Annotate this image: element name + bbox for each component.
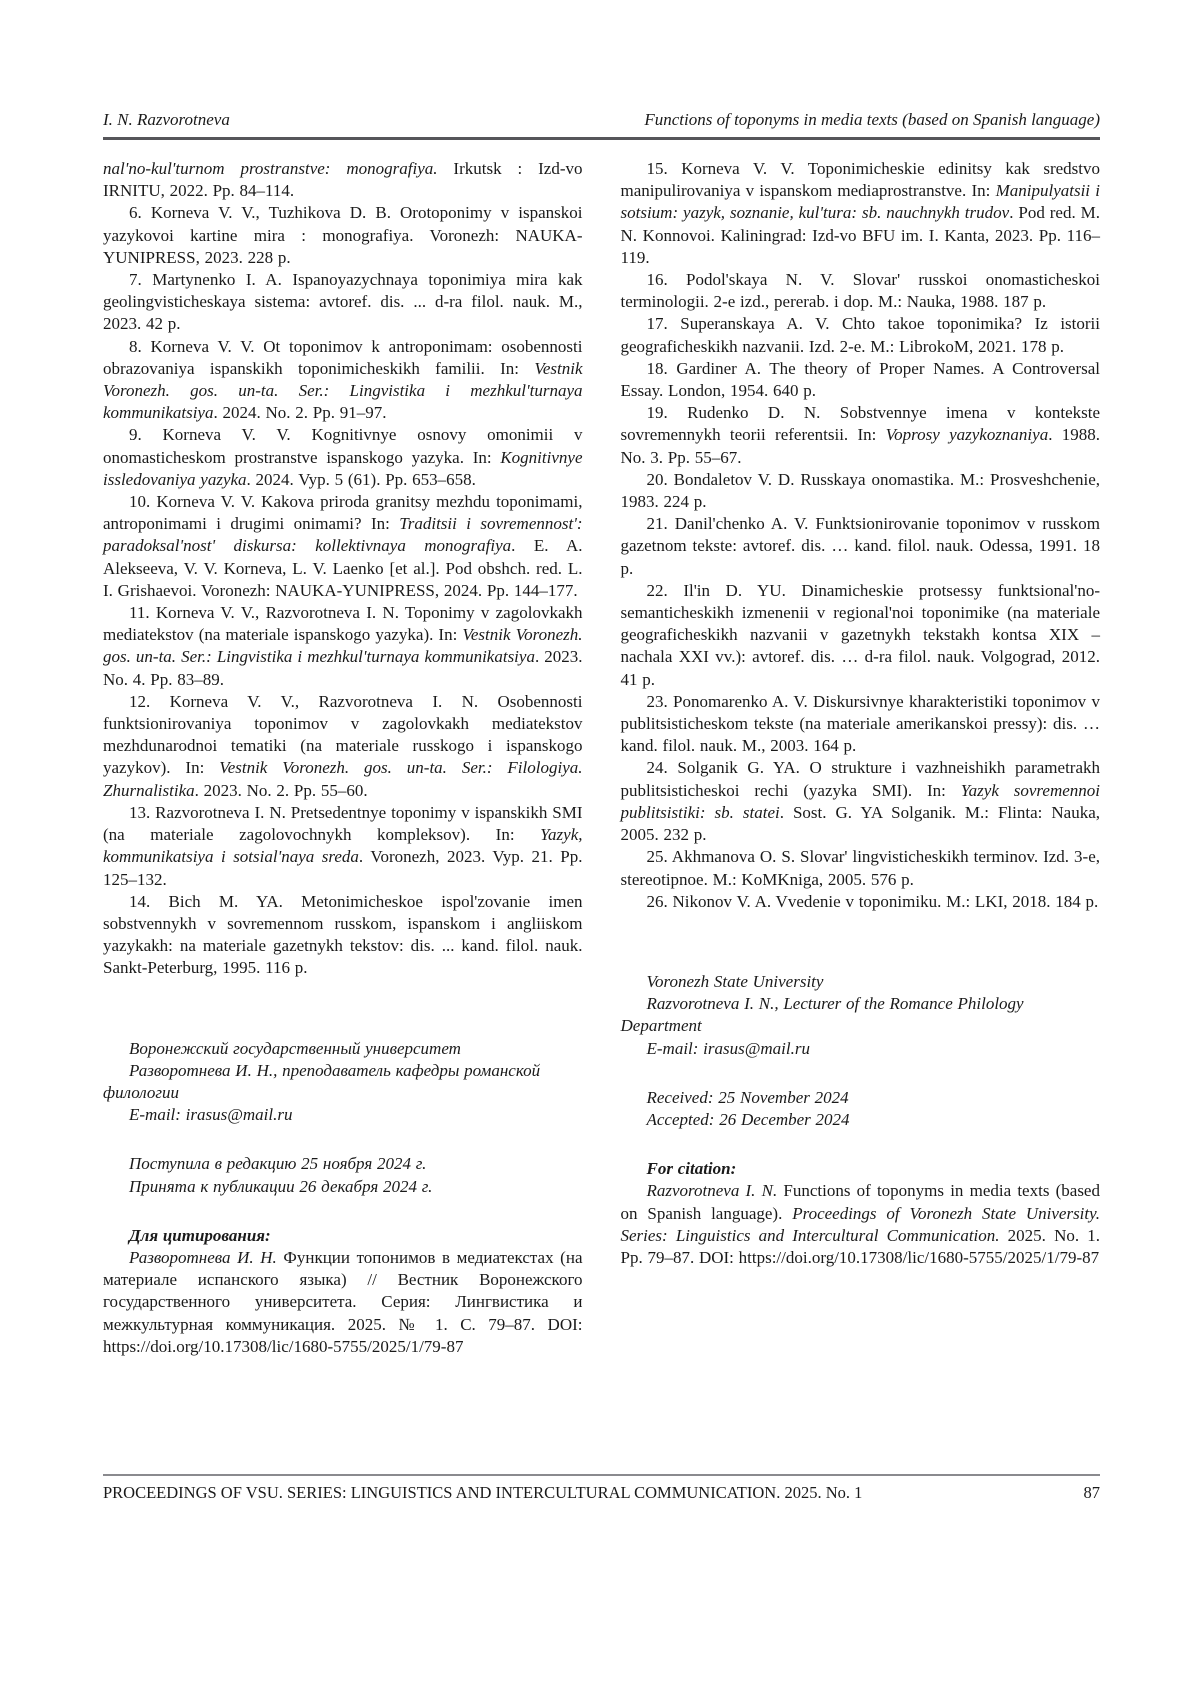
two-column-body <box>103 158 1100 1358</box>
reference-item: 10. Korneva V. V. Kakova priroda granitsy mezhdu toponimami, antroponimami i drugimi onimami? In: Traditsii i sovremennost': paradoksal'nost' diskursa: kollektivnaya monografiya. E. A. Alekseeva, V. V. Korneva, L. V. Laenko [et al.]. Pod obshch. red. L. I. Grishaevoi. Voronezh: NAUKA-YUNIPRESS, 2024. Pp. 144–177. <box>103 492 583 600</box>
date-line: Принята к публикации 26 декабря 2024 г. <box>129 1176 433 1196</box>
citation-text: Разворотнева И. Н. Функции топонимов в медиатекстах (на материале испанского языка) // Вестник Воронежского государственного университета. Серия: Лингвистика и межкультурная коммуникация. 2025. № 1. С. 79–87. DOI: https://doi.org/10.17308/lic/1680-5755/2025/1/79-87 <box>103 1247 583 1356</box>
affiliation-line: Разворотнева И. Н., преподаватель кафедры романской филологии <box>103 1060 541 1102</box>
reference-item: 15. Korneva V. V. Toponimicheskie edinitsy kak sredstvo manipulirovaniya v ispanskom mediaprostranstve. In: Manipulyatsii i sotsium: yazyk, soznanie, kul'tura: sb. nauchnykh trudov. Pod red. M. N. Konnovoi. Kaliningrad: Izd-vo BFU im. I. Kanta, 2023. Pp. 116–119. <box>620 159 1100 267</box>
running-header <box>103 110 1100 130</box>
right-column <box>621 158 1101 1358</box>
reference-item: 6. Korneva V. V., Tuzhikova D. B. Orotoponimy v ispanskoi yazykovoi kartine mira : monografiya. Voronezh: NAUKA-YUNIPRESS, 2023. 228 p. <box>103 203 583 267</box>
reference-item: 18. Gardiner A. The theory of Proper Names. A Controversal Essay. London, 1954. 640 p. <box>620 358 1100 401</box>
reference-item: 24. Solganik G. YA. O strukture i vazhneishikh parametrakh publitsisticheskoi rechi (yazyka SMI). In: Yazyk sovremennoi publitsistiki: sb. statei. Sost. G. YA Solganik. M.: Flinta: Nauka, 2005. 232 p. <box>620 758 1100 845</box>
affiliation-line: Razvorotneva I. N., Lecturer of the Romance Philology Department <box>620 994 1024 1036</box>
reference-item: 14. Bich M. YA. Metonimicheskoe ispol'zovanie imen sobstvennykh v sovremennom russkom, ispanskom i angliiskom yazykakh: na materiale gazetnykh tekstov: dis. ... kand. filol. nauk. Sankt-Peterburg, 1995. 116 p. <box>103 891 583 978</box>
running-header-author: I. N. Razvorotneva <box>103 110 230 129</box>
affiliation-line: Воронежский государственный университет <box>129 1038 461 1058</box>
reference-item: 25. Akhmanova O. S. Slovar' lingvisticheskikh terminov. Izd. 3-e, stereotipnoe. M.: KoMKniga, 2005. 576 p. <box>620 847 1100 889</box>
reference-item: 11. Korneva V. V., Razvorotneva I. N. Toponimy v zagolovkakh mediatekstov (na materiale ispanskogo yazyka). In: Vestnik Voronezh. gos. un-ta. Ser.: Lingvistika i mezhkul'turnaya kommunikatsiya. 2023. No. 4. Pp. 83–89. <box>103 603 583 689</box>
footer-rule <box>103 1474 1100 1476</box>
citation-text: Razvorotneva I. N. Functions of toponyms in media texts (based on Spanish language). Proceedings of Voronezh State University. Series: Linguistics and Intercultural Communication. 2025. No. 1. Pp. 79–87. DOI: https://doi.org/10.17308/lic/1680-5755/2025/1/79-87 <box>620 1181 1101 1267</box>
reference-item: 21. Danil'chenko A. V. Funktsionirovanie toponimov v russkom gazetnom tekste: avtoref. dis. … kand. filol. nauk. Odessa, 1991. 18 p. <box>620 514 1100 578</box>
citation-heading: For citation: <box>646 1159 737 1179</box>
reference-item: 16. Podol'skaya N. V. Slovar' russkoi onomasticheskoi terminologii. 2-e izd., pererab. i dop. M.: Nauka, 1988. 187 p. <box>620 270 1100 312</box>
reference-item: 13. Razvorotneva I. N. Pretsedentnye toponimy v ispanskikh SMI (na materiale zagolovochnykh kompleksov). In: Yazyk, kommunikatsiya i sotsial'naya sreda. Voronezh, 2023. Vyp. 21. Pp. 125–132. <box>103 802 583 889</box>
affiliation-line: Voronezh State University <box>646 971 824 991</box>
reference-item: 19. Rudenko D. N. Sobstvennye imena v kontekste sovremennykh teorii referentsii. In: Voprosy yazykoznaniya. 1988. No. 3. Pp. 55–67. <box>620 403 1100 467</box>
reference-item: 8. Korneva V. V. Ot toponimov k antroponimam: osobennosti obrazovaniya ispanskikh toponimicheskikh familii. In: Vestnik Voronezh. gos. un-ta. Ser.: Lingvistika i mezhkul'turnaya kommunikatsiya. 2024. No. 2. Pp. 91–97. <box>103 336 583 423</box>
date-line: Accepted: 26 December 2024 <box>646 1109 850 1129</box>
header-rule <box>103 137 1100 140</box>
reference-item: 26. Nikonov V. A. Vvedenie v toponimiku. M.: LKI, 2018. 184 p. <box>646 891 1099 911</box>
footer-journal-title: PROCEEDINGS OF VSU. SERIES: LINGUISTICS AND INTERCULTURAL COMMUNICATION. 2025. No. 1 <box>103 1483 863 1502</box>
reference-item: 23. Ponomarenko A. V. Diskursivnye kharakteristiki toponimov v publitsisticheskom tekste (na materiale amerikanskoi pressy): dis. … kand. filol. nauk. M., 2003. 164 p. <box>620 691 1100 756</box>
left-column <box>103 158 583 1358</box>
date-line: Received: 25 November 2024 <box>646 1087 849 1107</box>
citation-heading: Для цитирования: <box>129 1225 271 1245</box>
reference-item: 9. Korneva V. V. Kognitivnye osnovy omonimii v onomasticheskom prostranstve ispanskogo yazyka. In: Kognitivnye issledovaniya yazyka. 2024. Vyp. 5 (61). Pp. 653–658. <box>103 425 583 489</box>
reference-item: nal'no-kul'turnom prostranstve: monografiya. Irkutsk : Izd-vo IRNITU, 2022. Pp. 84–114. <box>103 159 583 201</box>
reference-item: 7. Martynenko I. A. Ispanoyazychnaya toponimiya mira kak geolingvisticheskaya sistema: avtoref. dis. ... d-ra filol. nauk. M., 2023. 42 p. <box>103 270 583 334</box>
reference-item: 20. Bondaletov V. D. Russkaya onomastika. M.: Prosveshchenie, 1983. 224 p. <box>620 469 1100 512</box>
reference-item: 17. Superanskaya A. V. Chto takoe toponimika? Iz istorii geograficheskikh nazvanii. Izd. 2-e. M.: LibrokoM, 2021. 178 p. <box>620 314 1100 356</box>
affiliation-line: E-mail: irasus@mail.ru <box>129 1105 293 1125</box>
affiliation-line: E-mail: irasus@mail.ru <box>646 1038 810 1058</box>
reference-item: 22. Il'in D. YU. Dinamicheskie protsessy funktsional'no-semanticheskikh izmenenii v regional'noi toponimike (na materiale geograficheskikh nazvanii v gazetnykh tekstakh kontsa XIX – nachala XXI vv.): avtoref. dis. … d-ra filol. nauk. Volgograd, 2012. 41 p. <box>620 580 1100 689</box>
reference-item: 12. Korneva V. V., Razvorotneva I. N. Osobennosti funktsionirovaniya toponimov v zagolovkakh mediatekstov mezhdunarodnoi tematiki (na materiale russkogo i ispanskogo yazykov). In: Vestnik Voronezh. gos. un-ta. Ser.: Filologiya. Zhurnalistika. 2023. No. 2. Pp. 55–60. <box>103 691 583 800</box>
running-header-title: Functions of toponyms in media texts (based on Spanish language) <box>644 110 1100 129</box>
date-line: Поступила в редакцию 25 ноября 2024 г. <box>129 1154 427 1174</box>
page-footer <box>103 1474 1100 1503</box>
footer-page-number: 87 <box>1083 1483 1100 1502</box>
